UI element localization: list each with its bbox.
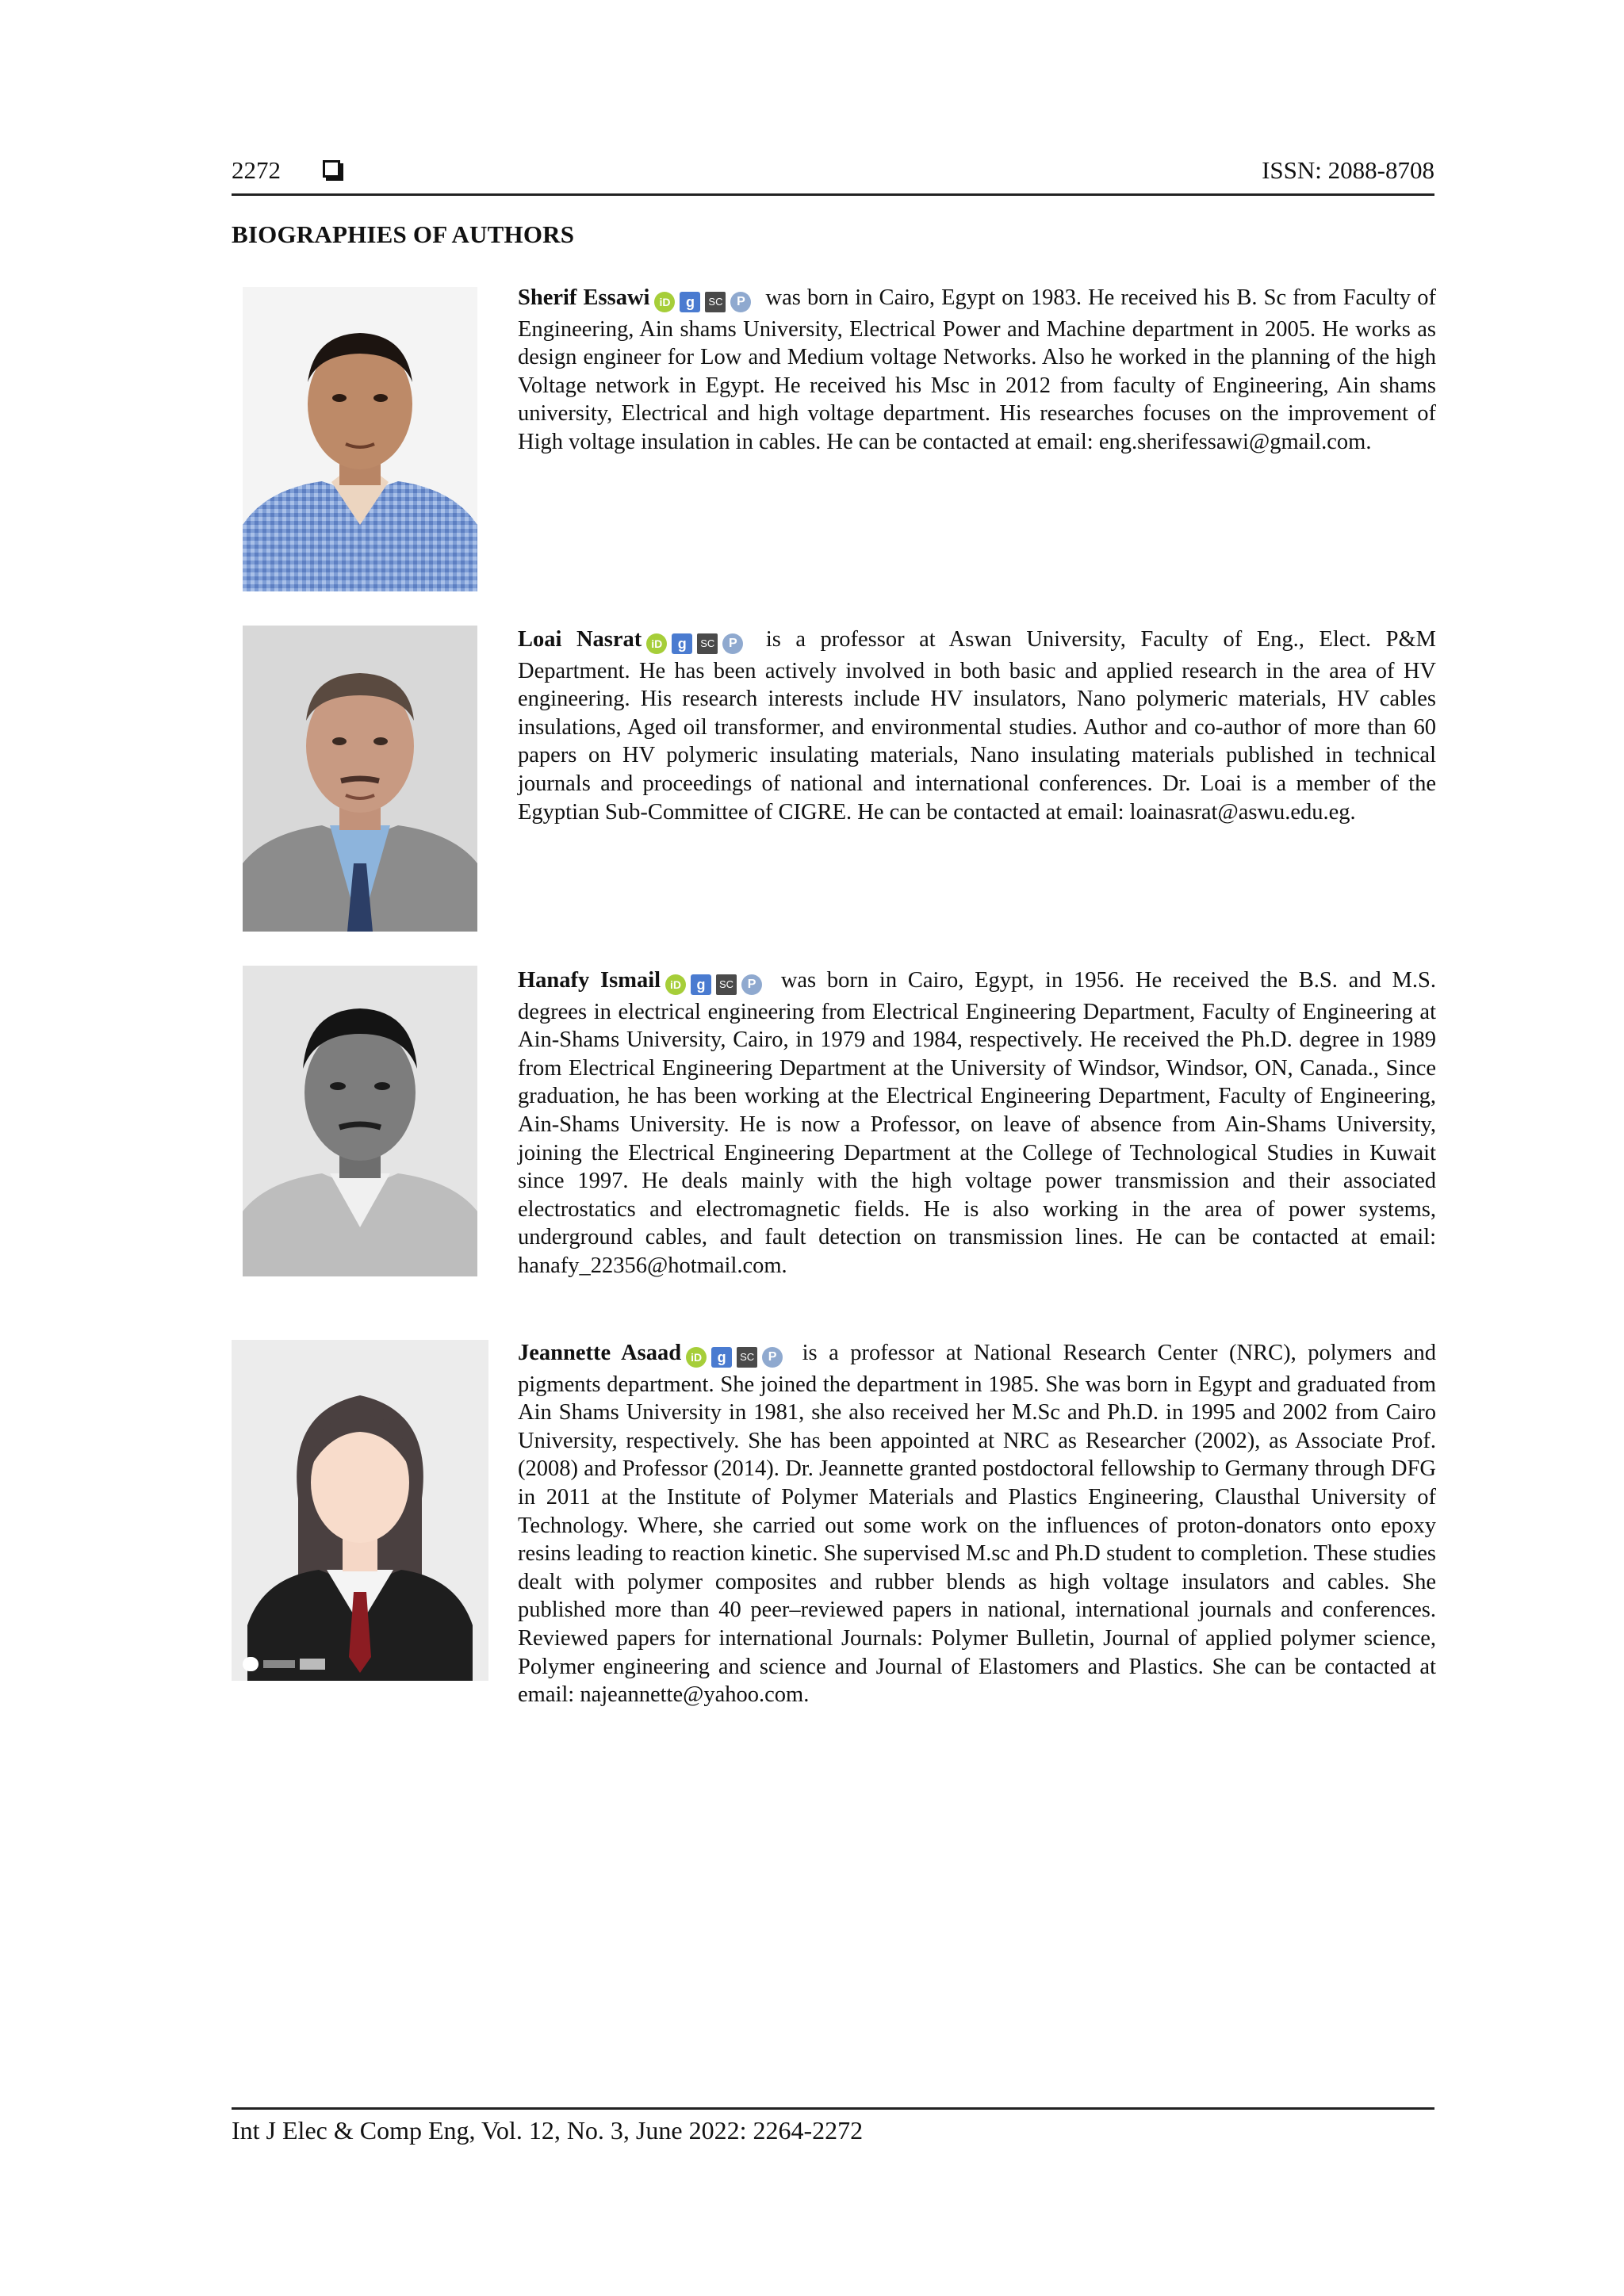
author-name: Jeannette Asaad	[518, 1341, 682, 1365]
issn: ISSN: 2088-8708	[1262, 156, 1434, 184]
author-profile-icons	[686, 1342, 787, 1371]
bio-sherif-essawi	[518, 284, 1436, 457]
page-footer	[232, 2107, 1434, 2145]
orcid-icon[interactable]: iD	[686, 1347, 707, 1368]
bio-jeannette-asaad	[518, 1339, 1436, 1709]
scopus-icon[interactable]: SC	[697, 633, 718, 654]
google-scholar-icon[interactable]: g	[680, 292, 700, 312]
page-header	[232, 157, 1434, 196]
orcid-icon[interactable]: iD	[646, 633, 667, 654]
orcid-icon[interactable]: iD	[665, 974, 686, 995]
author-bio-text: was born in Cairo, Egypt on 1983. He received his B. Sc from Faculty of Engineering, Ain shams University, Electrical Power and Machine department in 2005. He works as design engineer for Low and Medium voltage Networks. Also he worked in the planning of the high Voltage network in Egypt. He received his Msc in 2012 from faculty of Engineering, Ain shams university, Electrical and high voltage department. His researches focuses on the improvement of High voltage insulation in cables. He can be contacted at email: eng.sherifessawi@gmail.com.	[518, 285, 1436, 454]
author-photo-jeannette-asaad	[232, 1340, 488, 1681]
scopus-icon[interactable]: SC	[716, 974, 737, 995]
google-scholar-icon[interactable]: g	[672, 633, 692, 654]
scopus-icon[interactable]: SC	[737, 1347, 757, 1368]
author-name: Loai Nasrat	[518, 627, 642, 652]
bio-hanafy-ismail	[518, 966, 1436, 1280]
journal-citation: Int J Elec & Comp Eng, Vol. 12, No. 3, June 2022: 2264-2272	[232, 2116, 864, 2145]
author-name: Hanafy Ismail	[518, 968, 661, 993]
square-icon	[323, 160, 340, 178]
scopus-icon[interactable]: SC	[705, 292, 726, 312]
bio-loai-nasrat	[518, 626, 1436, 826]
publons-icon[interactable]: P	[722, 633, 743, 654]
author-photo-hanafy-ismail	[243, 966, 477, 1276]
publons-icon[interactable]: P	[762, 1347, 783, 1368]
author-bio-text: is a professor at Aswan University, Faculty of Eng., Elect. P&M Department. He has been actively involved in both basic and applied research in the area of HV engineering. His research interests include HV insulators, Nano polymeric materials, HV cables insulations, Aged oil transformer, and environmental studies. Author and co-author of more than 60 papers on HV polymeric insulating materials, Nano insulating materials published in technical journals and proceedings of national and international conferences. Dr. Loai is a member of the Egyptian Sub-Committee of CIGRE. He can be contacted at email: loainasrat@aswu.edu.eg.	[518, 627, 1436, 825]
orcid-icon[interactable]: iD	[654, 292, 675, 312]
google-scholar-icon[interactable]: g	[691, 974, 711, 995]
author-profile-icons	[654, 287, 756, 316]
page-number: 2272	[232, 156, 281, 184]
author-bio-text: is a professor at National Research Center (NRC), polymers and pigments department. She joined the department in 1985. She was born in Egypt and graduated from Ain Shams University in 1981, she also received her M.Sc and Ph.D. in 1995 and 2002 from Cairo University, respectively. She has been appointed at NRC as Researcher (2002), as Associate Prof. (2008) and Professor (2014). Dr. Jeannette granted postdoctoral fellowship to Germany through DFG in 2011 at the Institute of Polymer Materials and Plastics Engineering, Clausthal University of Technology. Where, she carried out some work on the influences of proton-donators onto epoxy resins leading to reaction kinetic. She supervised M.sc and Ph.D student to completion. These studies dealt with polymer composites and rubber blends as high voltage insulators and cables. She published more than 40 peer–reviewed papers in national, international journals and conferences. Reviewed papers for international Journals: Polymer Bulletin, Journal of applied polymer science, Polymer engineering and science and Journal of Elastomers and Plastics. She can be contacted at email: najeannette@yahoo.com.	[518, 1341, 1437, 1708]
author-name: Sherif Essawi	[518, 285, 650, 310]
author-photo-loai-nasrat	[243, 626, 477, 932]
author-profile-icons	[646, 629, 748, 657]
publons-icon[interactable]: P	[730, 292, 751, 312]
author-photo-sherif-essawi	[243, 287, 477, 591]
publons-icon[interactable]: P	[741, 974, 762, 995]
section-title: BIOGRAPHIES OF AUTHORS	[232, 220, 575, 248]
author-profile-icons	[665, 970, 767, 998]
author-bio-text: was born in Cairo, Egypt, in 1956. He received the B.S. and M.S. degrees in electrical engineering from Electrical Engineering Department, Faculty of Engineering at Ain-Shams University, Cairo, in 1979 and 1984, respectively. He received the Ph.D. degree in 1989 from Electrical Engineering Department at the University of Windsor, Windsor, ON, Canada., Since graduation, he has been working at the Electrical Engineering Department, Faculty of Engineering, Ain-Shams University. He is now a Professor, on leave of absence from Ain-Shams University, joining the Electrical Engineering Department at the College of Technological Studies in Kuwait since 1997. He deals mainly with the high voltage power transmission and their associated electrostatics and electromagnetic fields. He is also working in the area of power systems, underground cables, and fault detection on transmission lines. He can be contacted at email: hanafy_22356@hotmail.com.	[518, 968, 1436, 1278]
google-scholar-icon[interactable]: g	[711, 1347, 732, 1368]
